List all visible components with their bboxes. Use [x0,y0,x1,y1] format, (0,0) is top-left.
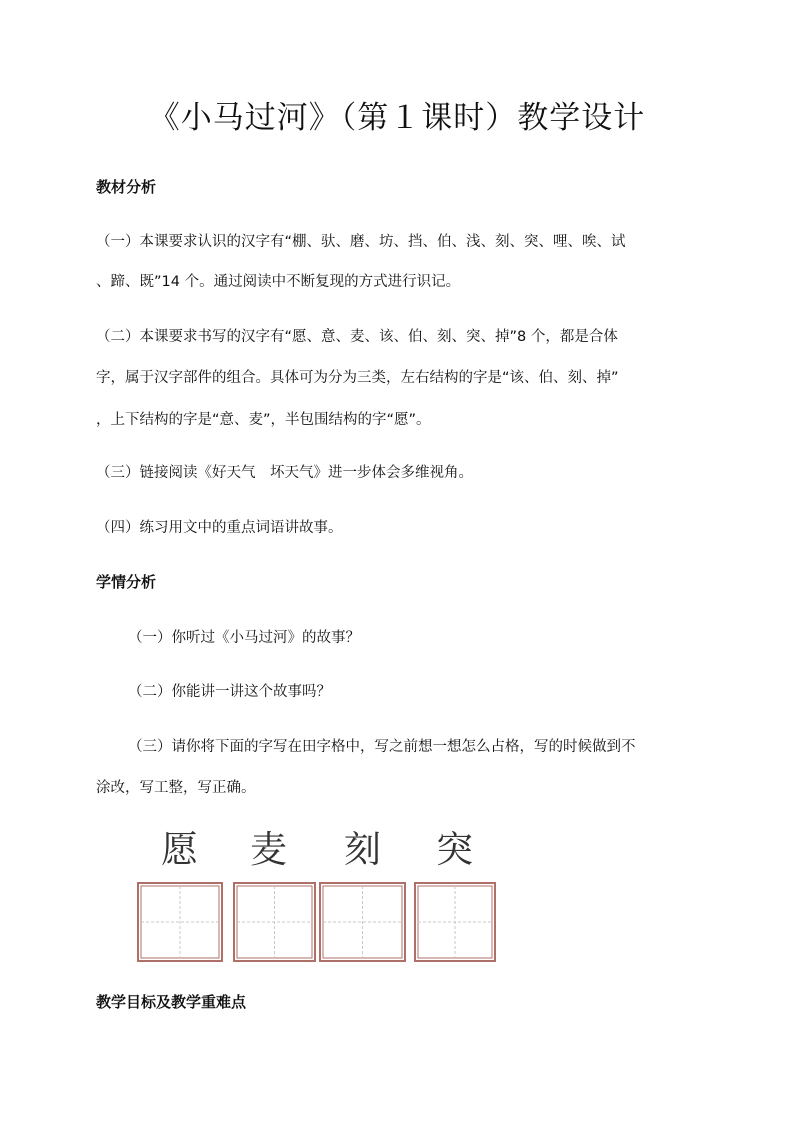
practice-char-3: 刻 [344,828,381,871]
material-line-6: （三）链接阅读《好天气 坏天气》进一步体会多维视角。 [96,465,473,481]
learning-line-1: （一）你听过《小马过河》的故事？ [128,630,360,646]
heading-goals: 教学目标及教学重难点 [96,993,247,1011]
material-line-7: （四）练习用文中的重点词语讲故事。 [96,520,343,536]
material-line-4: 字，属于汉字部件的组合。具体可为分为三类，左右结构的字是“该、伯、刻、掉” [96,370,619,386]
tianzige-grid-2 [233,882,316,962]
practice-characters [0,826,794,874]
tianzige-grid-3 [319,882,406,962]
material-line-5: ，上下结构的字是“意、麦”，半包围结构的字“愿”。 [96,412,431,428]
tianzige-grid-4 [414,882,496,962]
material-line-1: （一）本课要求认识的汉字有“棚、驮、磨、坊、挡、伯、浅、刻、突、哩、唉、试 [96,234,626,250]
document-title: 《小马过河》（第１课时）教学设计 [148,100,646,136]
practice-char-4: 突 [436,828,473,871]
heading-material-analysis: 教材分析 [96,178,157,196]
practice-char-1: 愿 [161,828,198,871]
heading-learning-analysis: 学情分析 [96,573,157,591]
practice-char-2: 麦 [250,828,287,871]
tianzige-grid-1 [137,882,223,962]
material-line-2: 、蹄、既”14 个。通过阅读中不断复现的方式进行识记。 [96,274,461,290]
learning-line-3: （三）请你将下面的字写在田字格中，写之前想一想怎么占格，写的时候做到不 [128,739,636,755]
material-line-3: （二）本课要求书写的汉字有“愿、意、麦、该、伯、刻、突、掉”8 个，都是合体 [96,329,618,345]
learning-line-2: （二）你能讲一讲这个故事吗？ [128,684,331,700]
learning-line-4: 涂改，写工整，写正确。 [96,780,256,796]
